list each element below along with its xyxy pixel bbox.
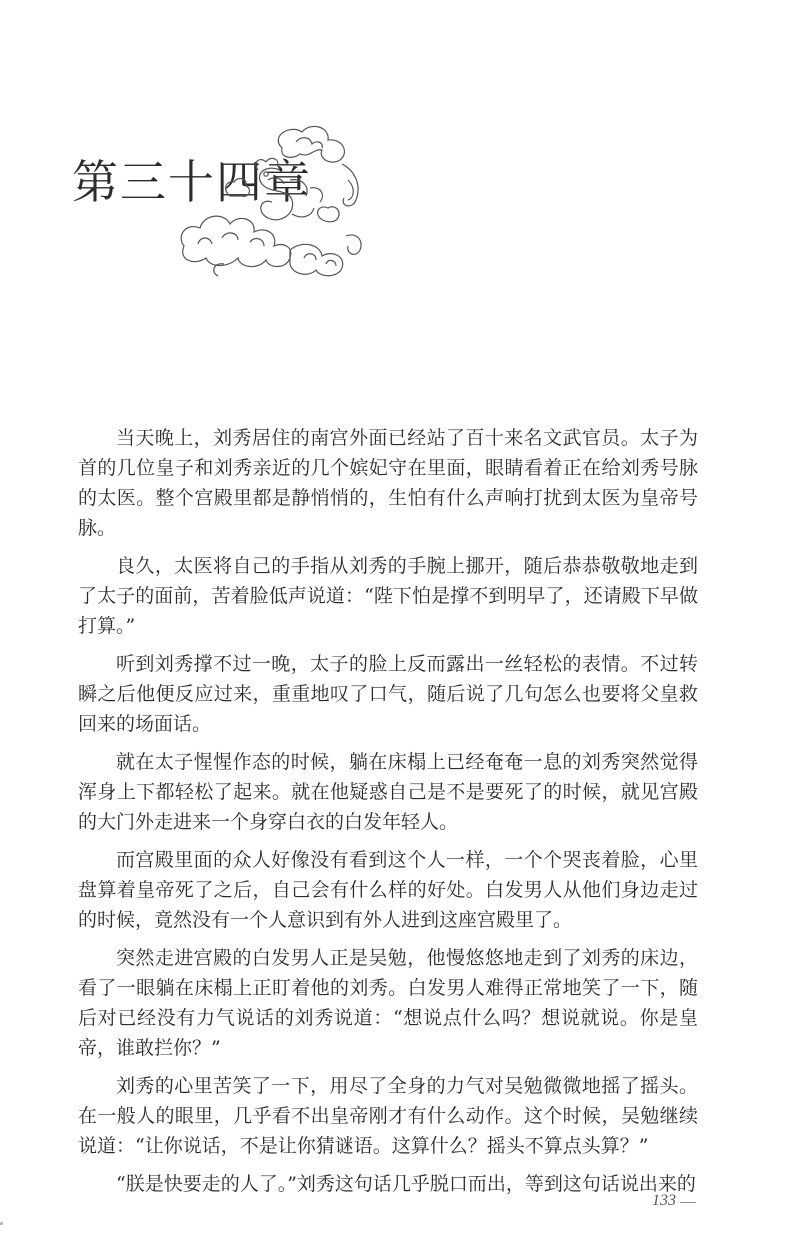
paragraph: 就在太子惺惺作态的时候，躺在床榻上已经奄奄一息的刘秀突然觉得浑身上下都轻松了起来。就在他疑惑自己是不是要死了的时候，就见宫殿的大门外走进来一个身穿白衣的白发年轻人。 xyxy=(78,751,698,833)
paragraph: “朕是快要走的人了。”刘秀这句话几乎脱口而出，等到这句话说出来的 xyxy=(116,1173,696,1195)
paragraph: 当天晚上，刘秀居住的南宫外面已经站了百十来名文武官员。太子为首的几位皇子和刘秀亲近的几个嫔妃守在里面，眼睛看着正在给刘秀号脉的太医。整个宫殿里都是静悄悄的，生怕有什么声响打扰到太医为皇帝号脉。 xyxy=(78,427,698,539)
page-number-dash xyxy=(680,1202,696,1203)
paragraph: 而宫殿里面的众人好像没有看到这个人一样，一个个哭丧着脸，心里盘算着皇帝死了之后，自己会有什么样的好处。白发男人从他们身边走过的时候，竟然没有一个人意识到有外人进到这座宫殿里了。 xyxy=(78,849,698,931)
auspicious-cloud-dragon-icon xyxy=(170,118,370,283)
paragraph: 突然走进宫殿的白发男人正是吴勉，他慢悠悠地走到了刘秀的床边，看了一眼躺在床榻上正盯着他的刘秀。白发男人难得正常地笑了一下，随后对已经没有力气说话的刘秀说道：“想说点什么吗？想说就说。你是皇帝，谁敢拦你？” xyxy=(78,947,698,1059)
chapter-title: 第三十四章 xyxy=(72,154,312,209)
page-number: 133 xyxy=(652,1192,676,1209)
scan-mark xyxy=(0,1222,3,1225)
paragraph: 刘秀的心里苦笑了一下，用尽了全身的力气对吴勉微微地摇了摇头。在一般人的眼里，几乎看不出皇帝刚才有什么动作。这个时候，吴勉继续说道：“让你说话，不是让你猜谜语。这算什么？摇头不算点头算？” xyxy=(78,1075,698,1157)
paragraph: 听到刘秀撑不过一晚，太子的脸上反而露出一丝轻松的表情。不过转瞬之后他便反应过来，重重地叹了口气，随后说了几句怎么也要将父皇救回来的场面话。 xyxy=(78,653,698,735)
chapter-body xyxy=(78,423,698,1207)
paragraph: 良久，太医将自己的手指从刘秀的手腕上挪开，随后恭恭敬敬地走到了太子的面前，苦着脸低声说道：“陛下怕是撑不到明早了，还请殿下早做打算。” xyxy=(78,555,698,637)
